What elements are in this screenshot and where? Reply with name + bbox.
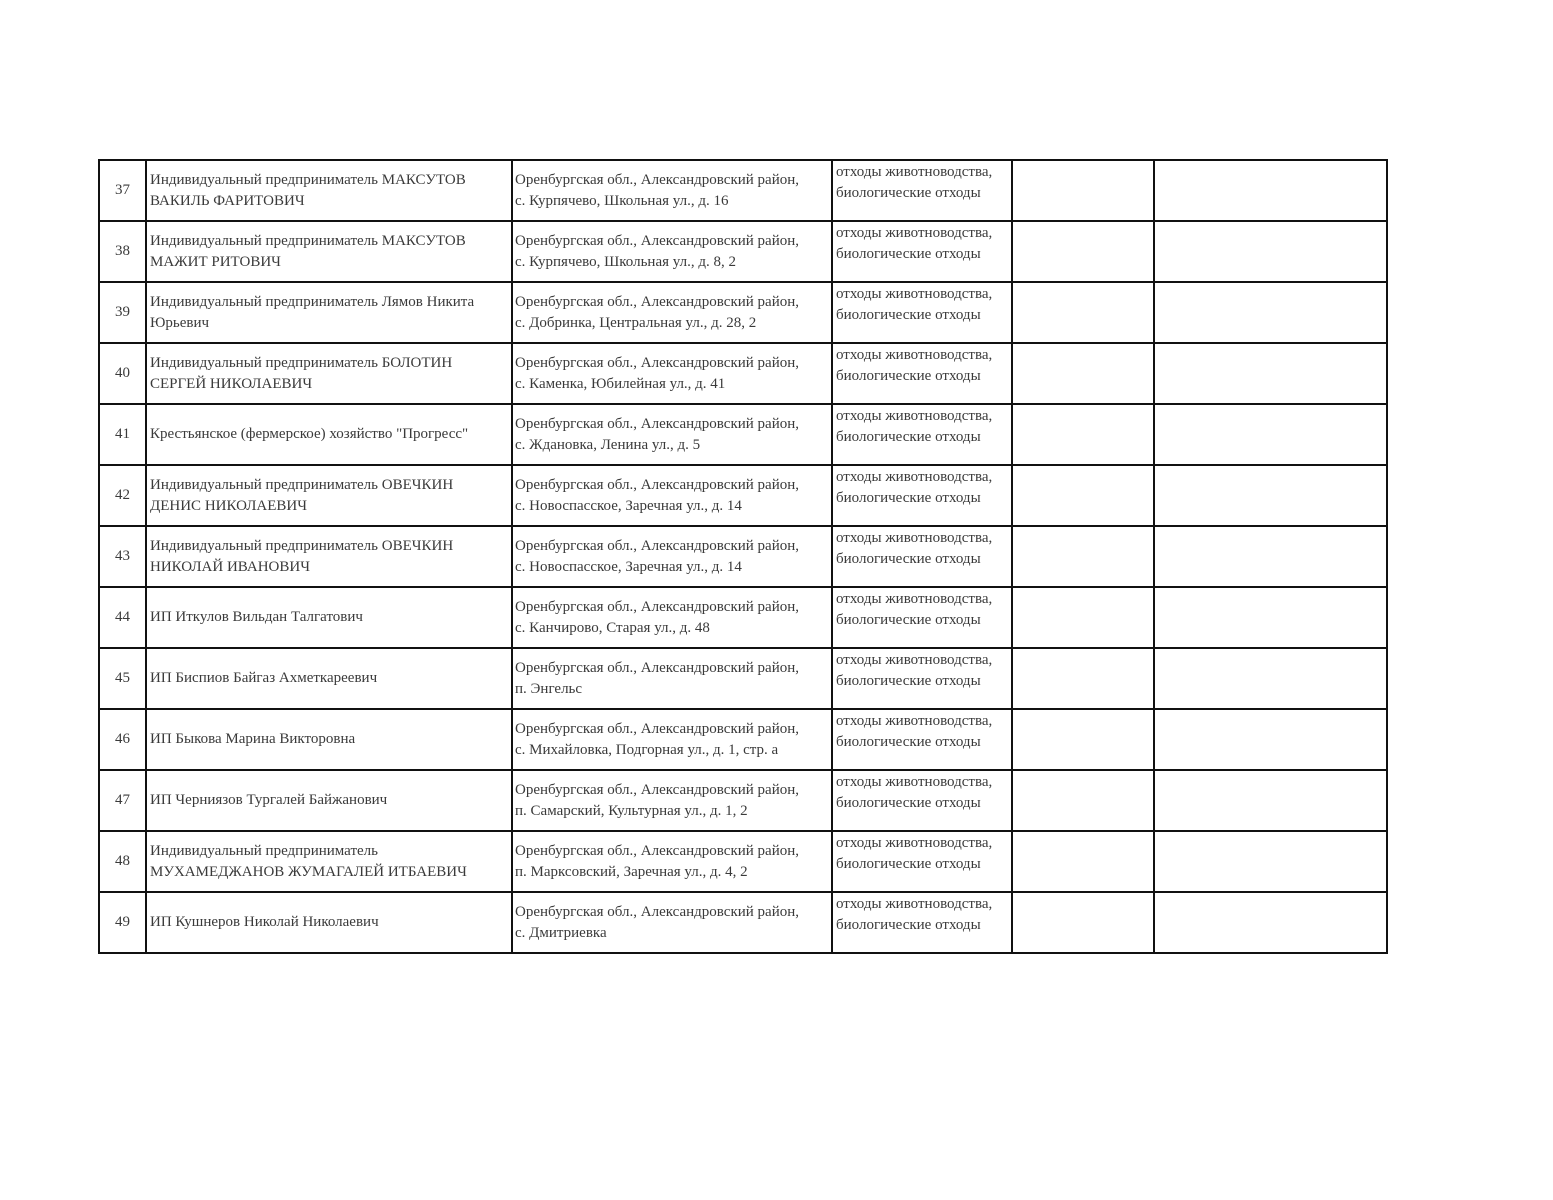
- row-number: 37: [115, 182, 130, 198]
- waste-type-cell: [832, 709, 1012, 770]
- empty-cell-2: [1154, 892, 1387, 953]
- row-number: 48: [115, 853, 130, 869]
- entity-name: ИП Черниязов Тургалей Байжанович: [150, 792, 388, 808]
- waste-type-cell: [832, 221, 1012, 282]
- empty-cell-1: [1012, 892, 1154, 953]
- empty-cell-1: [1012, 770, 1154, 831]
- row-number-cell: [99, 709, 146, 770]
- empty-cell-2: [1154, 709, 1387, 770]
- table-row: [99, 648, 1387, 709]
- entity-name: Индивидуальный предприниматель БОЛОТИН СЕРГЕЙ НИКОЛАЕВИЧ: [150, 354, 453, 392]
- address: Оренбургская обл., Александровский район, с. Канчирово, Старая ул., д. 48: [515, 598, 800, 636]
- address: Оренбургская обл., Александровский район, п. Самарский, Культурная ул., д. 1, 2: [515, 781, 800, 819]
- empty-cell-2: [1154, 343, 1387, 404]
- table-row: [99, 892, 1387, 953]
- entity-name-cell: [146, 831, 512, 892]
- waste-type-cell: [832, 648, 1012, 709]
- entity-name-cell: [146, 892, 512, 953]
- waste-type: отходы животноводства, биологические отходы: [836, 164, 993, 201]
- address: Оренбургская обл., Александровский район, с. Каменка, Юбилейная ул., д. 41: [515, 354, 800, 392]
- table-row: [99, 526, 1387, 587]
- entity-name: ИП Биспиов Байгаз Ахметкареевич: [150, 670, 378, 686]
- address-cell: [512, 648, 832, 709]
- table-row: [99, 160, 1387, 221]
- entity-name-cell: [146, 465, 512, 526]
- waste-type: отходы животноводства, биологические отходы: [836, 835, 993, 872]
- empty-cell-2: [1154, 160, 1387, 221]
- registry-table: [98, 159, 1388, 954]
- address: Оренбургская обл., Александровский район, п. Марксовский, Заречная ул., д. 4, 2: [515, 842, 800, 880]
- entity-name: ИП Быкова Марина Викторовна: [150, 731, 356, 747]
- waste-type: отходы животноводства, биологические отходы: [836, 225, 993, 262]
- waste-type-cell: [832, 892, 1012, 953]
- waste-type-cell: [832, 831, 1012, 892]
- address-cell: [512, 404, 832, 465]
- waste-type: отходы животноводства, биологические отходы: [836, 591, 993, 628]
- entity-name: ИП Кушнеров Николай Николаевич: [150, 914, 379, 930]
- table-row: [99, 282, 1387, 343]
- registry-table-body: [99, 160, 1387, 953]
- waste-type-cell: [832, 587, 1012, 648]
- row-number-cell: [99, 343, 146, 404]
- entity-name-cell: [146, 526, 512, 587]
- row-number-cell: [99, 404, 146, 465]
- address: Оренбургская обл., Александровский район, с. Михайловка, Подгорная ул., д. 1, стр. а: [515, 720, 800, 758]
- entity-name-cell: [146, 343, 512, 404]
- empty-cell-2: [1154, 526, 1387, 587]
- waste-type-cell: [832, 465, 1012, 526]
- row-number: 46: [115, 731, 130, 747]
- empty-cell-1: [1012, 343, 1154, 404]
- table-row: [99, 770, 1387, 831]
- table-row: [99, 221, 1387, 282]
- address: Оренбургская обл., Александровский район, п. Энгельс: [515, 659, 800, 697]
- entity-name: ИП Иткулов Вильдан Талгатович: [150, 609, 363, 625]
- waste-type: отходы животноводства, биологические отходы: [836, 652, 993, 689]
- entity-name-cell: [146, 770, 512, 831]
- empty-cell-1: [1012, 587, 1154, 648]
- address-cell: [512, 160, 832, 221]
- empty-cell-1: [1012, 648, 1154, 709]
- row-number-cell: [99, 282, 146, 343]
- row-number: 49: [115, 914, 130, 930]
- row-number: 42: [115, 487, 130, 503]
- address-cell: [512, 709, 832, 770]
- entity-name: Индивидуальный предприниматель ОВЕЧКИН НИКОЛАЙ ИВАНОВИЧ: [150, 537, 454, 575]
- table-row: [99, 343, 1387, 404]
- row-number-cell: [99, 160, 146, 221]
- entity-name-cell: [146, 587, 512, 648]
- row-number-cell: [99, 770, 146, 831]
- empty-cell-1: [1012, 709, 1154, 770]
- empty-cell-1: [1012, 465, 1154, 526]
- empty-cell-2: [1154, 404, 1387, 465]
- empty-cell-2: [1154, 282, 1387, 343]
- row-number: 40: [115, 365, 130, 381]
- entity-name: Индивидуальный предприниматель МАКСУТОВ МАЖИТ РИТОВИЧ: [150, 232, 466, 270]
- address-cell: [512, 526, 832, 587]
- address: Оренбургская обл., Александровский район, с. Новоспасское, Заречная ул., д. 14: [515, 476, 800, 514]
- table-row: [99, 465, 1387, 526]
- waste-type-cell: [832, 343, 1012, 404]
- address: Оренбургская обл., Александровский район, с. Дмитриевка: [515, 903, 800, 941]
- waste-type: отходы животноводства, биологические отходы: [836, 774, 993, 811]
- address: Оренбургская обл., Александровский район, с. Курпячево, Школьная ул., д. 16: [515, 171, 800, 209]
- empty-cell-2: [1154, 587, 1387, 648]
- entity-name: Крестьянское (фермерское) хозяйство "Прогресс": [150, 426, 469, 442]
- address: Оренбургская обл., Александровский район, с. Курпячево, Школьная ул., д. 8, 2: [515, 232, 800, 270]
- row-number-cell: [99, 587, 146, 648]
- waste-type: отходы животноводства, биологические отходы: [836, 347, 993, 384]
- row-number: 39: [115, 304, 130, 320]
- address: Оренбургская обл., Александровский район, с. Добринка, Центральная ул., д. 28, 2: [515, 293, 800, 331]
- table-row: [99, 709, 1387, 770]
- row-number-cell: [99, 465, 146, 526]
- address-cell: [512, 770, 832, 831]
- address-cell: [512, 282, 832, 343]
- empty-cell-1: [1012, 831, 1154, 892]
- empty-cell-2: [1154, 831, 1387, 892]
- waste-type: отходы животноводства, биологические отходы: [836, 530, 993, 567]
- row-number: 41: [115, 426, 130, 442]
- entity-name: Индивидуальный предприниматель ОВЕЧКИН ДЕНИС НИКОЛАЕВИЧ: [150, 476, 454, 514]
- entity-name: Индивидуальный предприниматель МУХАМЕДЖАНОВ ЖУМАГАЛЕЙ ИТБАЕВИЧ: [150, 842, 467, 880]
- waste-type-cell: [832, 770, 1012, 831]
- row-number-cell: [99, 526, 146, 587]
- table-row: [99, 831, 1387, 892]
- table-row: [99, 404, 1387, 465]
- empty-cell-2: [1154, 648, 1387, 709]
- row-number: 43: [115, 548, 130, 564]
- row-number: 45: [115, 670, 130, 686]
- empty-cell-2: [1154, 221, 1387, 282]
- entity-name: Индивидуальный предприниматель МАКСУТОВ ВАКИЛЬ ФАРИТОВИЧ: [150, 171, 466, 209]
- entity-name-cell: [146, 160, 512, 221]
- entity-name-cell: [146, 221, 512, 282]
- waste-type: отходы животноводства, биологические отходы: [836, 286, 993, 323]
- waste-type-cell: [832, 526, 1012, 587]
- waste-type: отходы животноводства, биологические отходы: [836, 896, 993, 933]
- row-number-cell: [99, 831, 146, 892]
- address-cell: [512, 221, 832, 282]
- row-number: 38: [115, 243, 130, 259]
- empty-cell-2: [1154, 465, 1387, 526]
- address-cell: [512, 465, 832, 526]
- entity-name-cell: [146, 282, 512, 343]
- entity-name: Индивидуальный предприниматель Лямов Никита Юрьевич: [150, 293, 475, 331]
- empty-cell-1: [1012, 404, 1154, 465]
- row-number-cell: [99, 648, 146, 709]
- address-cell: [512, 831, 832, 892]
- address-cell: [512, 587, 832, 648]
- address-cell: [512, 343, 832, 404]
- entity-name-cell: [146, 709, 512, 770]
- entity-name-cell: [146, 648, 512, 709]
- waste-type: отходы животноводства, биологические отходы: [836, 713, 993, 750]
- empty-cell-1: [1012, 221, 1154, 282]
- waste-type-cell: [832, 282, 1012, 343]
- empty-cell-1: [1012, 282, 1154, 343]
- address: Оренбургская обл., Александровский район, с. Ждановка, Ленина ул., д. 5: [515, 415, 800, 453]
- waste-type-cell: [832, 404, 1012, 465]
- waste-type: отходы животноводства, биологические отходы: [836, 408, 993, 445]
- row-number: 47: [115, 792, 130, 808]
- entity-name-cell: [146, 404, 512, 465]
- waste-type: отходы животноводства, биологические отходы: [836, 469, 993, 506]
- table-row: [99, 587, 1387, 648]
- empty-cell-2: [1154, 770, 1387, 831]
- empty-cell-1: [1012, 526, 1154, 587]
- row-number: 44: [115, 609, 130, 625]
- row-number-cell: [99, 892, 146, 953]
- address-cell: [512, 892, 832, 953]
- row-number-cell: [99, 221, 146, 282]
- address: Оренбургская обл., Александровский район, с. Новоспасское, Заречная ул., д. 14: [515, 537, 800, 575]
- waste-type-cell: [832, 160, 1012, 221]
- empty-cell-1: [1012, 160, 1154, 221]
